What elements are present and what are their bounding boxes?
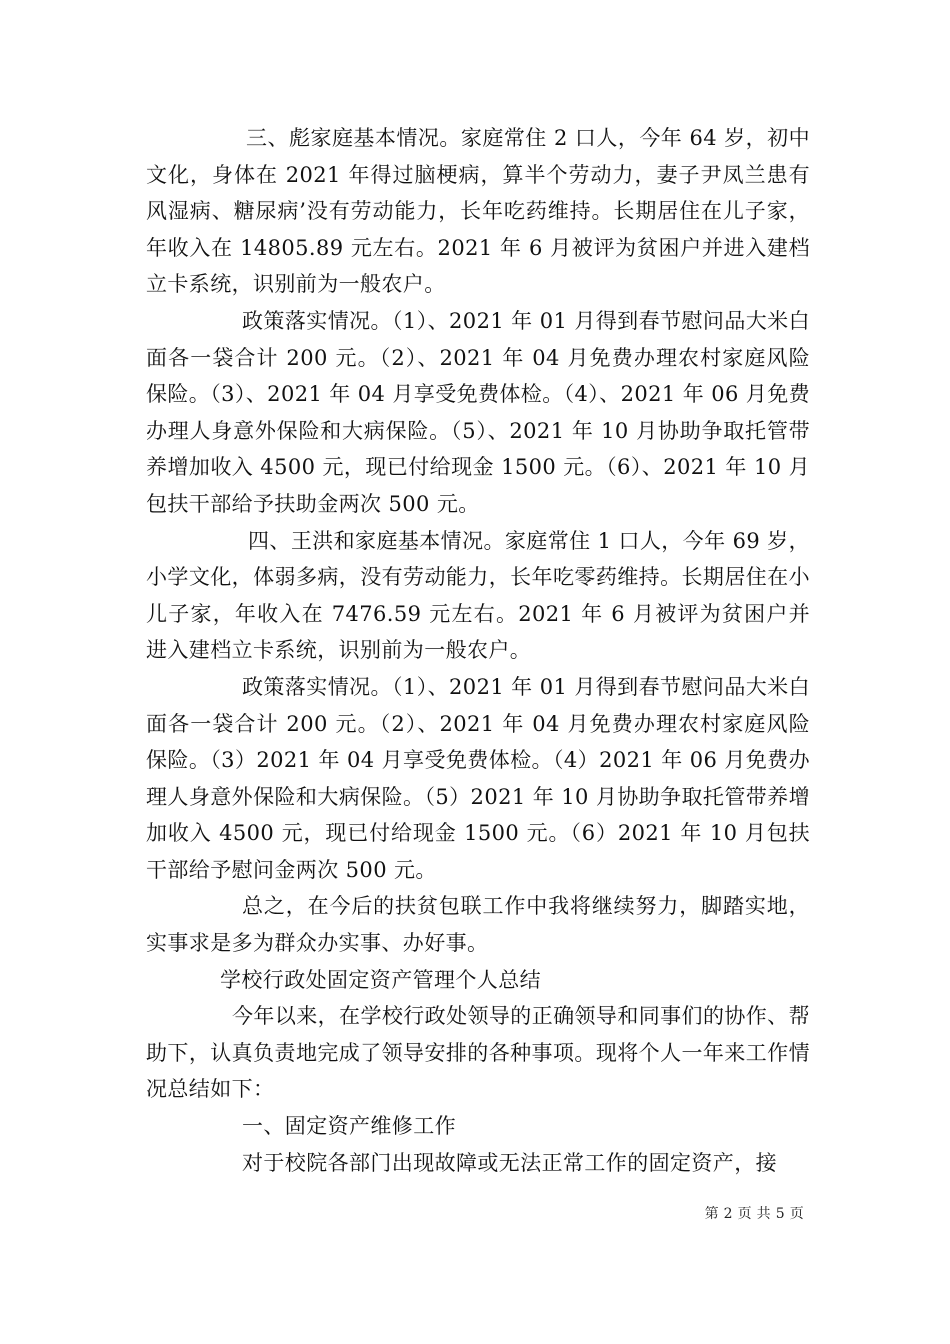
paragraph-household-3: 三、彪家庭基本情况。家庭常住 2 口人，今年 64 岁，初中文化，身体在 2021 年得过脑梗病，算半个劳动力，妻子尹凤兰患有风湿病、糖尿病’没有劳动能力，长年吃药维持。长期居住在儿子家，年收入在 14805.89 元左右。2021 年 6 月被评为贫困户并进入建档立卡系统，识别前为一般农户。	[146, 126, 810, 297]
paragraph-policy-4: 政策落实情况。（1）、2021 年 01 月得到春节慰问品大米白面各一袋合计 200 元。（2）、2021 年 04 月免费办理农村家庭风险保险。（3）2021 年 04 月享受免费体检。（4）2021 年 06 月免费办理人身意外保险和大病保险。（5）2021 年 10 月协助争取托管带养增加收入 4500 元，现已付给现金 1500 元。（6）2021 年 10 月包扶干部给予慰问金两次 500 元。	[146, 674, 810, 882]
page-number: 第 2 页 共 5 页	[704, 1206, 804, 1222]
paragraph-maintenance: 对于校院各部门出现故障或无法正常工作的固定资产，接	[242, 1150, 777, 1175]
document-body	[146, 120, 810, 1181]
section-title: 学校行政处固定资产管理个人总结	[220, 967, 541, 992]
paragraph-conclusion: 总之，在今后的扶贫包联工作中我将继续努力，脚踏实地，实事求是多为群众办实事、办好事。	[146, 894, 810, 956]
paragraph-intro: 今年以来，在学校行政处领导的正确领导和同事们的协作、帮助下，认真负责地完成了领导安排的各种事项。现将个人一年来工作情况总结如下：	[146, 1004, 810, 1102]
paragraph-policy-3: 政策落实情况。（1）、2021 年 01 月得到春节慰问品大米白面各一袋合计 200 元。（2）、2021 年 04 月免费办理农村家庭风险保险。（3）、2021 年 04 月享受免费体检。（4）、2021 年 06 月免费办理人身意外保险和大病保险。（5）、2021 年 10 月协助争取托管带养增加收入 4500 元，现已付给现金 1500 元。（6）、2021 年 10 月包扶干部给予扶助金两次 500 元。	[146, 308, 810, 516]
paragraph-household-4: 四、王洪和家庭基本情况。家庭常住 1 口人，今年 69 岁，小学文化，体弱多病，没有劳动能力，长年吃零药维持。长期居住在小儿子家，年收入在 7476.59 元左右。2021 年 6 月被评为贫困户并进入建档立卡系统，识别前为一般农户。	[146, 528, 810, 663]
section-heading-1: 一、固定资产维修工作	[242, 1114, 456, 1139]
